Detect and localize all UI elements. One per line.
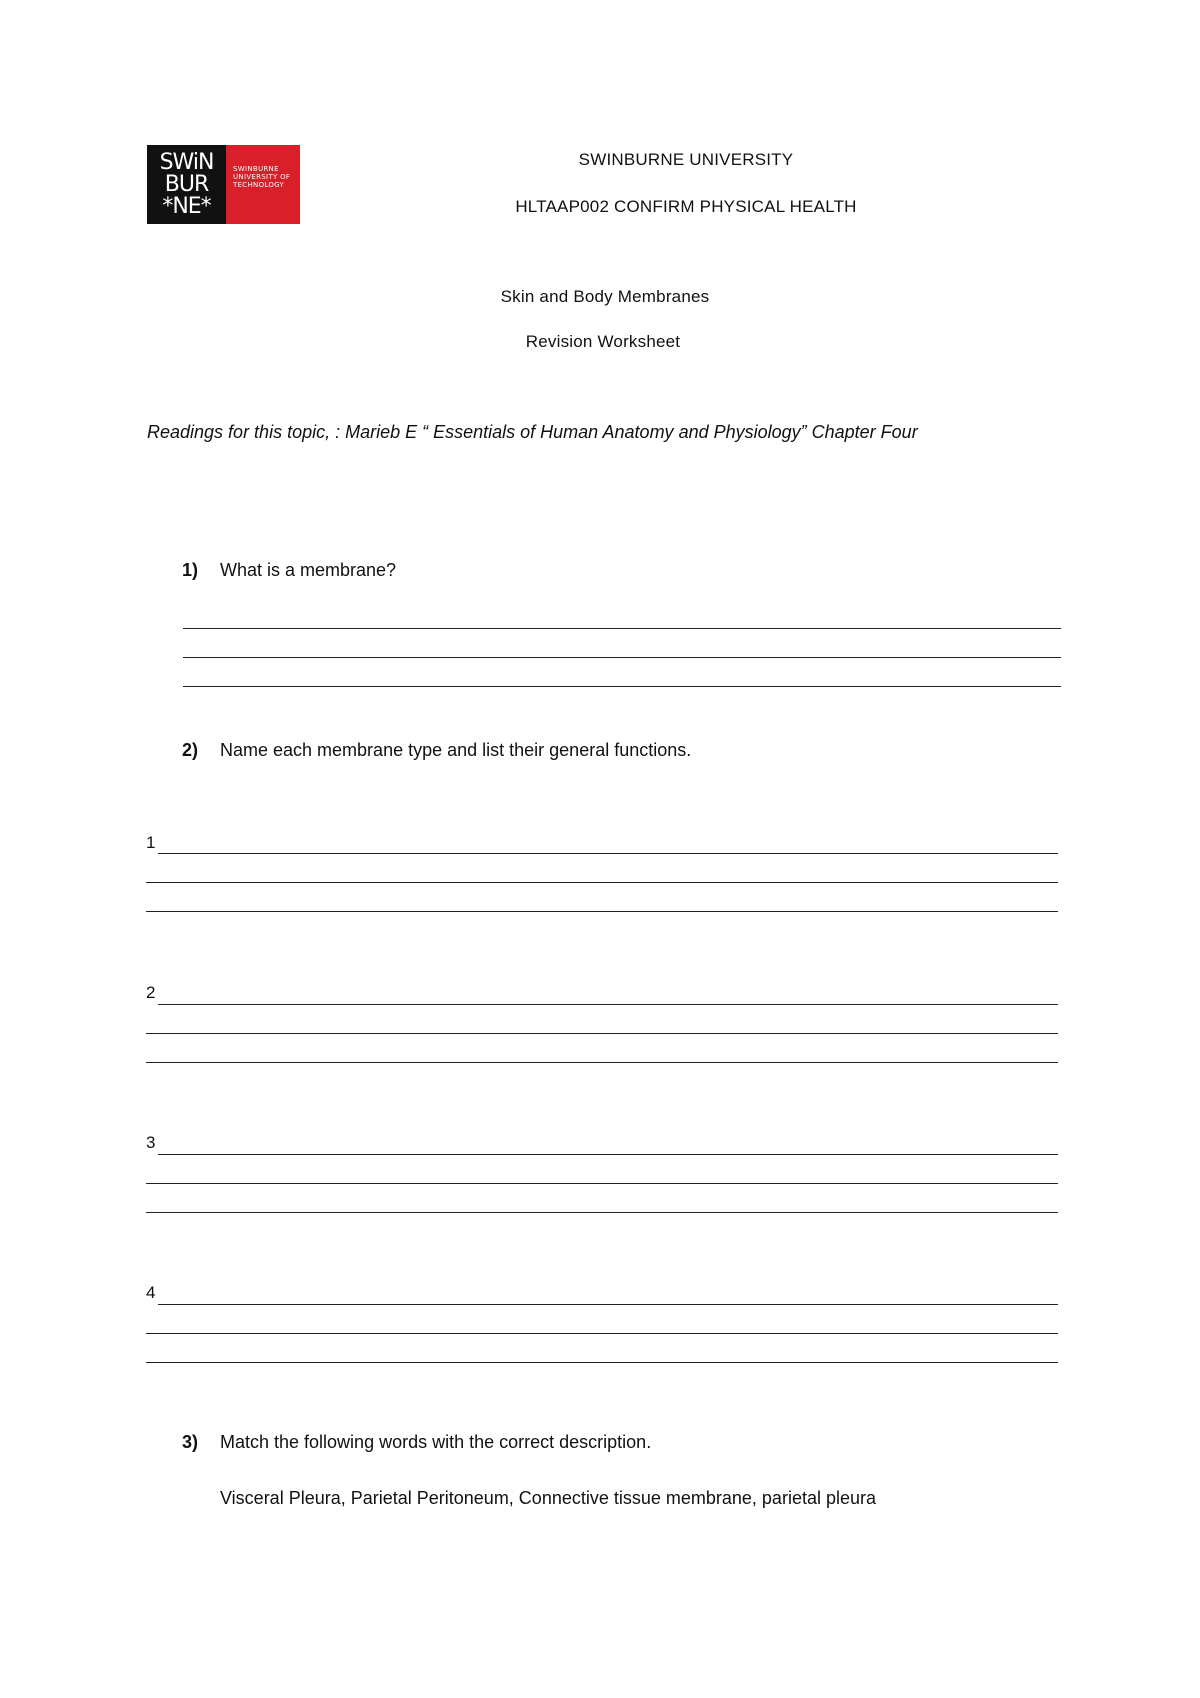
answer-item-number: 4 (146, 1283, 156, 1302)
question-number: 2) (182, 740, 199, 760)
logo-wordmark: SWiN BUR *NE* (147, 145, 226, 224)
question-2 (182, 740, 691, 761)
answer-line[interactable] (146, 911, 1058, 912)
question-3 (182, 1432, 651, 1453)
answer-line[interactable] (183, 686, 1061, 687)
answer-line[interactable] (146, 1362, 1058, 1363)
topic-title: Skin and Body Membranes (500, 287, 710, 306)
question-text: What is a membrane? (220, 560, 397, 580)
answer-line[interactable] (158, 853, 1058, 854)
answer-line[interactable] (158, 1304, 1058, 1305)
question-1 (182, 560, 396, 581)
answer-line[interactable] (146, 1062, 1058, 1063)
answer-line[interactable] (183, 657, 1061, 658)
question-number: 3) (182, 1432, 199, 1452)
answer-item-number: 1 (146, 833, 156, 852)
answer-line[interactable] (146, 1183, 1058, 1184)
answer-line[interactable] (146, 882, 1058, 883)
worksheet-subtitle: Revision Worksheet (525, 332, 681, 351)
question-number: 1) (182, 560, 199, 580)
answer-line[interactable] (146, 1212, 1058, 1213)
answer-line[interactable] (158, 1154, 1058, 1155)
question-text: Name each membrane type and list their general functions. (220, 740, 692, 760)
answer-line[interactable] (146, 1333, 1058, 1334)
answer-line[interactable] (146, 1033, 1058, 1034)
question-text: Match the following words with the correct description. (220, 1432, 652, 1452)
logo-tagline: SWINBURNE UNIVERSITY OF TECHNOLOGY (226, 145, 300, 224)
answer-line[interactable] (183, 628, 1061, 629)
reading-reference: Readings for this topic, : Marieb E “ Essentials of Human Anatomy and Physiology” Chapter Four (147, 422, 918, 442)
course-title: HLTAAP002 CONFIRM PHYSICAL HEALTH (515, 197, 857, 216)
answer-item-number: 3 (146, 1133, 156, 1152)
university-name: SWINBURNE UNIVERSITY (578, 150, 794, 169)
answer-line[interactable] (158, 1004, 1058, 1005)
answer-item-number: 2 (146, 983, 156, 1002)
match-word-list: Visceral Pleura, Parietal Peritoneum, Connective tissue membrane, parietal pleura (220, 1488, 876, 1508)
